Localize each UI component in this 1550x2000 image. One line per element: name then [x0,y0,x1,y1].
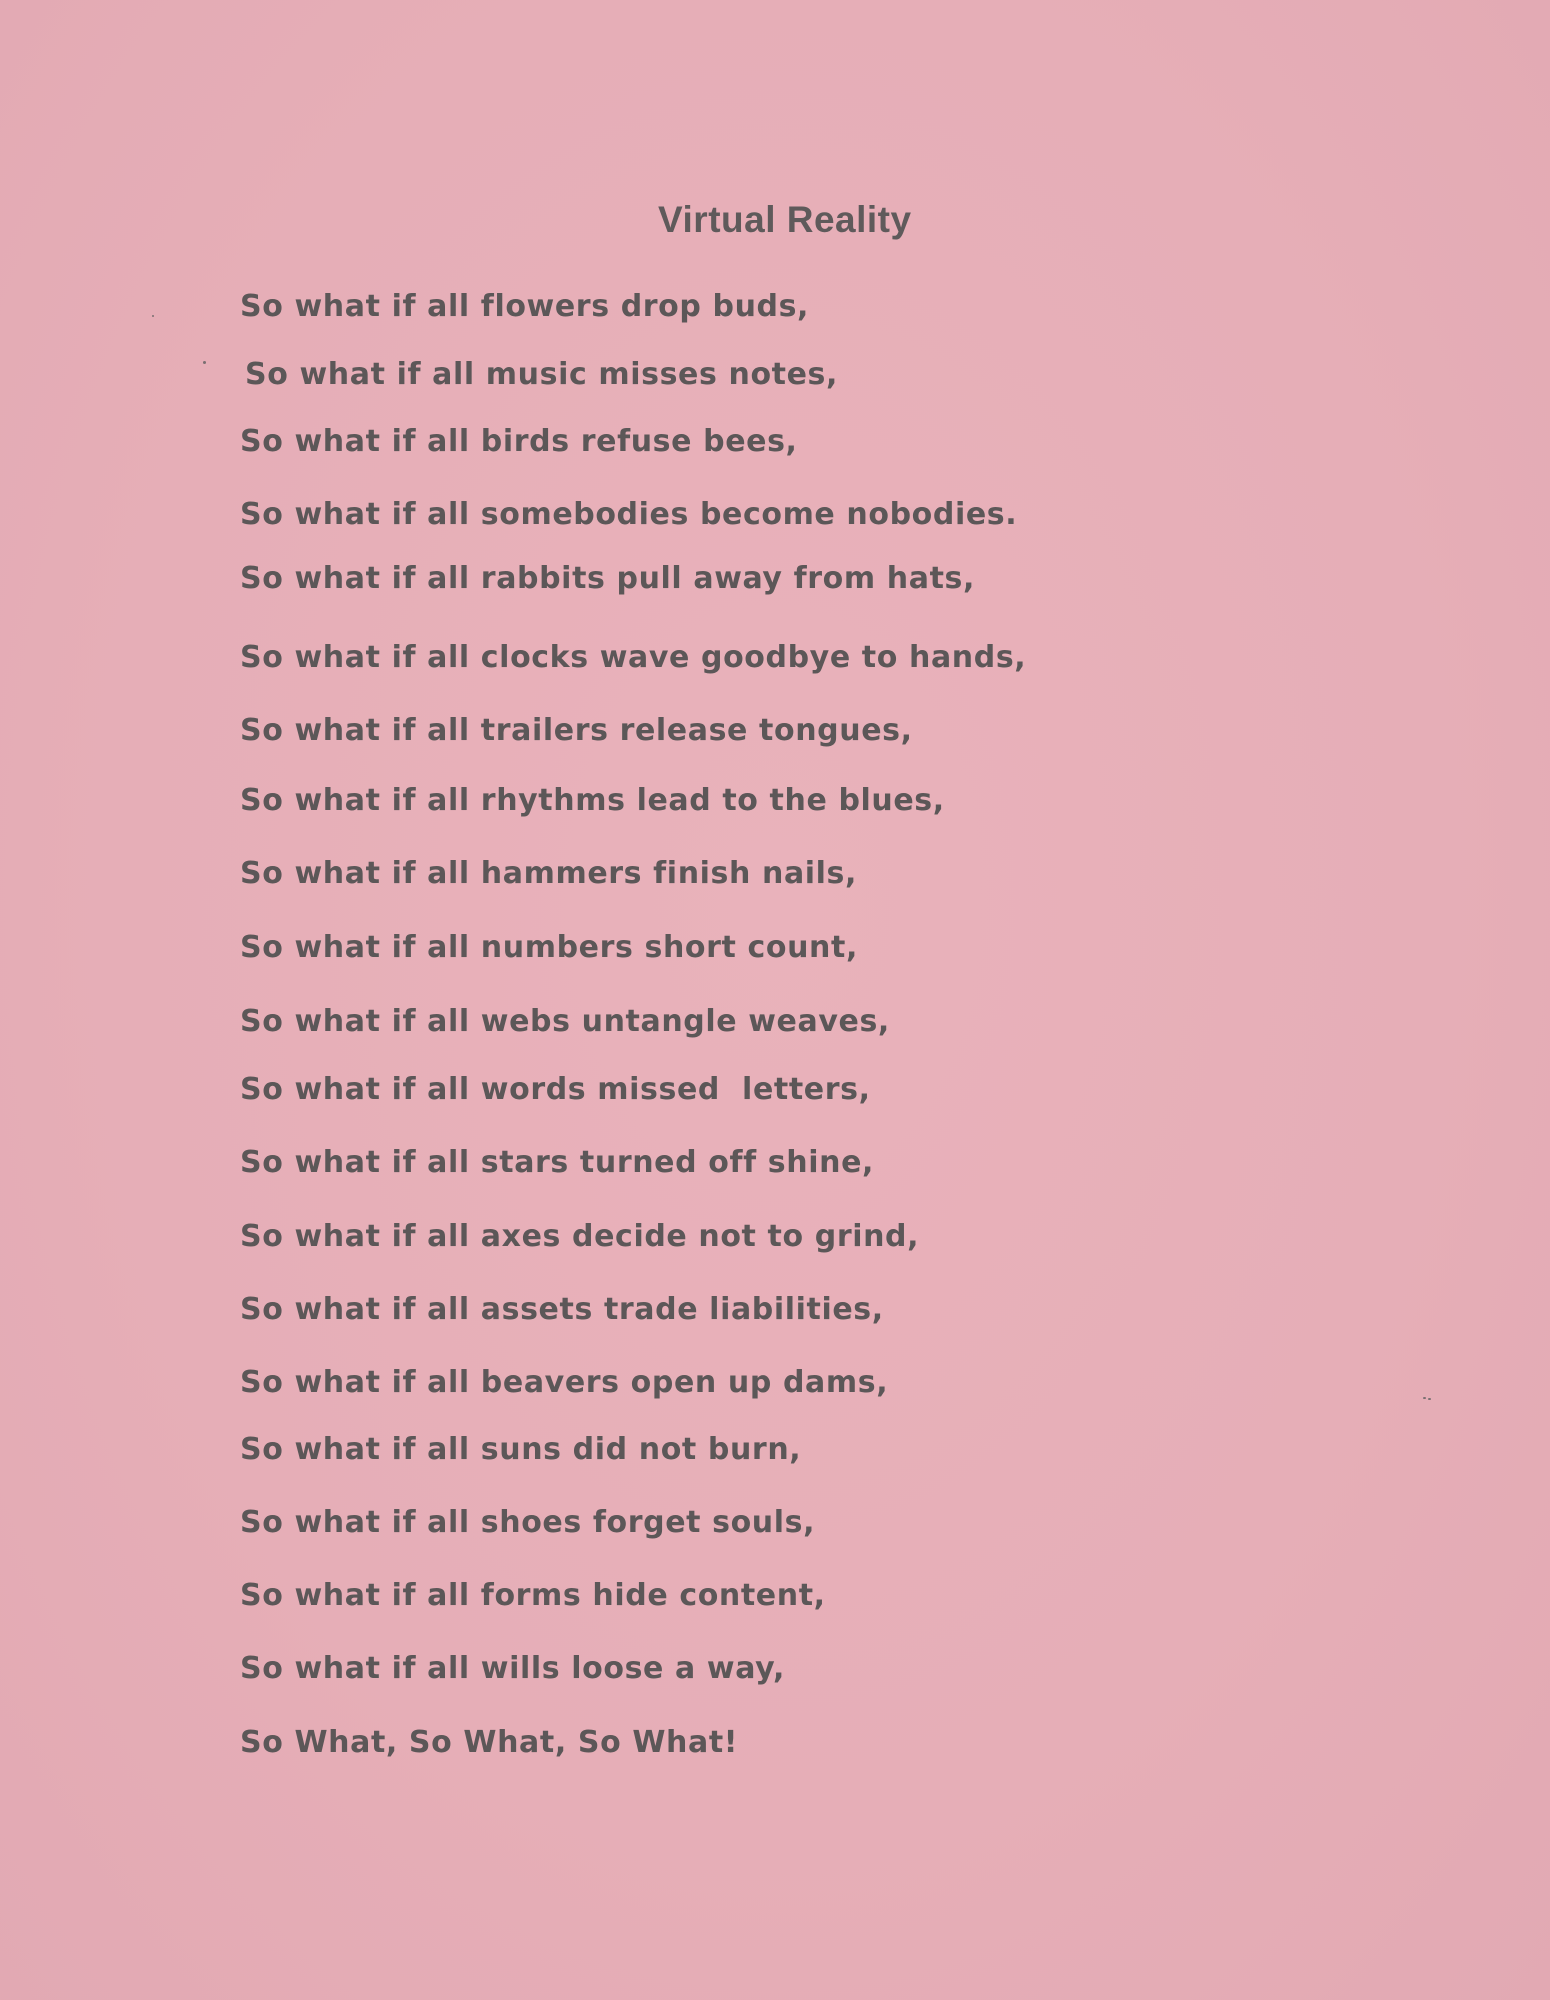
poem-line: So what if all clocks wave goodbye to hands, [240,640,1027,675]
poem-line: So what if all numbers short count, [240,930,858,965]
poem-body [240,0,1240,2000]
poem-line: So What, So What, So What! [240,1725,739,1760]
poem-line: So what if all stars turned off shine, [240,1145,875,1180]
poem-line: So what if all assets trade liabilities, [240,1292,884,1327]
poem-line: So what if all beavers open up dams, [240,1365,889,1400]
poem-line: So what if all shoes forget souls, [240,1505,816,1540]
poem-line: So what if all axes decide not to grind, [240,1219,920,1254]
paper-speck [1423,1397,1426,1399]
poem-line: So what if all birds refuse bees, [240,424,798,459]
poem-line: So what if all webs untangle weaves, [240,1004,890,1039]
poem-line: So what if all forms hide content, [240,1578,826,1613]
paper-speck [203,361,206,364]
poem-line: So what if all rabbits pull away from hats, [240,561,975,596]
poem-title: Virtual Reality [658,199,912,240]
poem-line: So what if all music misses notes, [245,357,838,392]
paper-speck [1428,1398,1431,1400]
poem-line: So what if all trailers release tongues, [240,713,913,748]
poem-line: So what if all flowers drop buds, [240,289,810,324]
poem-line: So what if all hammers finish nails, [240,856,858,891]
poem-line: So what if all somebodies become nobodies. [240,497,1018,532]
poem-line: So what if all wills loose a way, [240,1651,785,1686]
poem-line: So what if all suns did not burn, [240,1432,802,1467]
paper-speck [152,315,154,317]
poem-line: So what if all words missed letters, [240,1072,871,1107]
poem-line: So what if all rhythms lead to the blues, [240,783,945,818]
